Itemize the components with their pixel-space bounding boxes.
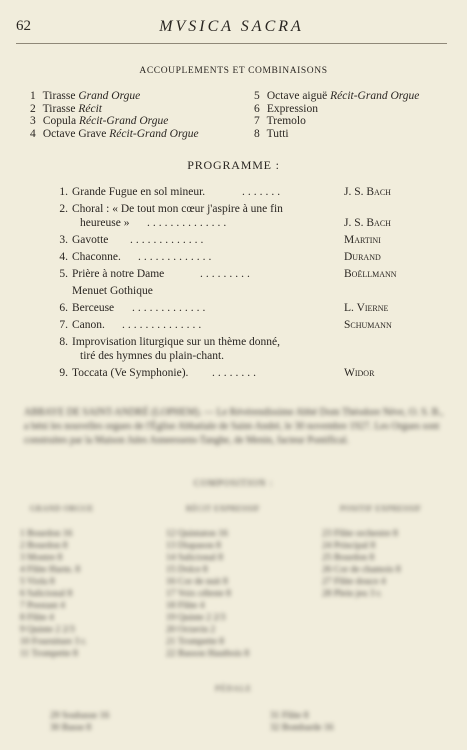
- stop-list: [166, 528, 249, 660]
- stop: 20 Octavin 2: [166, 625, 216, 635]
- programme-item: 2. Choral : « De tout mon cœur j'aspire à une fin heureuse » .............. J. S. Bach: [52, 201, 412, 232]
- accouplement-item: 3 Copula Récit-Grand Orgue: [30, 115, 169, 127]
- stop: 3 Montre 8: [20, 553, 63, 563]
- stop: 17 Voix céleste 8: [166, 589, 231, 599]
- stop: 22 Basson Hautbois 8: [166, 649, 250, 659]
- stop: 31 Flûte 8: [270, 711, 309, 721]
- composer: Widor: [344, 367, 375, 379]
- stop: 27 Flûte douce 4: [322, 577, 386, 587]
- programme-list: [52, 184, 412, 382]
- composer: Schumann: [344, 319, 392, 331]
- accouplement-item: 8 Tutti: [254, 127, 289, 140]
- accouplements-title: ACCOUPLEMENTS ET COMBINAISONS: [139, 66, 328, 76]
- stop-list: [20, 528, 87, 660]
- stop: 11 Trompette 8: [20, 649, 78, 659]
- stop: 1 Bourdon 16: [20, 529, 73, 539]
- header-rule: [16, 43, 447, 44]
- accouplement-item: 7 Tremolo: [254, 115, 306, 127]
- accouplement-item: 5 Octave aiguë Récit-Grand Orgue: [254, 90, 420, 102]
- pedale-left: [50, 710, 109, 734]
- column-heading: POSITIF EXPRESSIF: [340, 504, 422, 513]
- column-heading: GRAND ORGUE: [30, 504, 94, 513]
- stop: 8 Flûte 4: [20, 613, 54, 623]
- page-number: 62: [16, 18, 31, 34]
- accouplement-item: 1 Tirasse Grand Orgue: [30, 90, 141, 102]
- programme-item: 6. Berceuse ............. L. Vierne: [52, 300, 412, 317]
- stop: 2 Bourdon 8: [20, 541, 68, 551]
- stop: 16 Cor de nuit 8: [166, 577, 228, 587]
- composer: J. S. Bach: [344, 217, 391, 229]
- stop-list: [322, 528, 401, 600]
- stop: 23 Flûte orchestre 8: [322, 529, 398, 539]
- composer: J. S. Bach: [344, 186, 391, 198]
- page-header: [16, 18, 447, 40]
- programme-item: 7. Canon. .............. Schumann: [52, 317, 412, 334]
- composition-title: COMPOSITION :: [193, 478, 274, 488]
- abbey-paragraph: ABBAYE DE SAINT-ANDRÉ (LOPHEM). — Le Révérendissime Abbé Dom Théodore Nève, O. S. B., a béni les nouvelles orgues de l'Église Abbatiale de Saint-André, le 30 novembre 1927. Les Orgues sont construites par la Maison Jules Anneessens-Tanghe, de Menin, facteur Pontifical.: [24, 407, 444, 446]
- stop: 30 Basse 8: [50, 723, 92, 733]
- composer: Martini: [344, 234, 381, 246]
- blurred-section: [0, 400, 467, 750]
- stop: 10 Fourniture 3 r.: [20, 637, 87, 647]
- pedale-title: PÉDALE: [215, 684, 252, 693]
- stop: 32 Bombarde 16: [270, 723, 334, 733]
- stop: 7 Prestant 4: [20, 601, 65, 611]
- stop: 15 Dolce 8: [166, 565, 208, 575]
- programme-item: 3. Gavotte ............. Martini: [52, 232, 412, 249]
- composer: Durand: [344, 251, 381, 263]
- stop: 29 Soubasse 16: [50, 711, 110, 721]
- stop: 21 Trompette 8: [166, 637, 225, 647]
- stop: 9 Quinte 2 2/3: [20, 625, 75, 635]
- pedale-right: [270, 710, 333, 734]
- accouplement-item: 4 Octave Grave Récit-Grand Orgue: [30, 127, 199, 140]
- programme-item: 8. Improvisation liturgique sur un thème donné, tiré des hymnes du plain-chant.: [59, 336, 281, 362]
- stop: 26 Cor de chamois 8: [322, 565, 401, 575]
- running-title: MVSICA SACRA: [159, 18, 304, 35]
- programme-title: PROGRAMME :: [187, 158, 280, 172]
- programme-item: 9. Toccata (Ve Symphonie). ........ Widor: [52, 365, 412, 382]
- column-heading: RÉCIT EXPRESSIF: [186, 504, 260, 513]
- accouplement-item: 2 Tirasse Récit: [30, 102, 102, 115]
- stop: 19 Quinte 2 2/3: [166, 613, 226, 623]
- stop: 18 Flûte 4: [166, 601, 205, 611]
- stop: 14 Salicional 8: [166, 553, 223, 563]
- stop: 25 Bourdon 8: [322, 553, 375, 563]
- stop: 28 Plein jeu 3 r.: [322, 589, 382, 599]
- composer: L. Vierne: [344, 302, 389, 314]
- programme-item: Menuet Gothique: [72, 285, 153, 297]
- stop: 13 Diapason 8: [166, 541, 221, 551]
- stop: 24 Principal 8: [322, 541, 376, 551]
- stop: 4 Flûte Harm. 8: [20, 565, 81, 575]
- accouplements-left: [30, 90, 199, 140]
- stop: 5 Viola 8: [20, 577, 55, 587]
- stop: 6 Salicional 8: [20, 589, 73, 599]
- programme-item: 5. Prière à notre Dame ......... Boëllmann: [52, 266, 412, 283]
- stop: 12 Quintaton 16: [166, 529, 228, 539]
- accouplements-right: [254, 90, 419, 140]
- accouplement-item: 6 Expression: [254, 102, 318, 115]
- composer: Boëllmann: [344, 268, 397, 280]
- programme-item: 1. Grande Fugue en sol mineur. ....... J. S. Bach: [52, 184, 412, 201]
- programme-item: 4. Chaconne. ............. Durand: [52, 249, 412, 266]
